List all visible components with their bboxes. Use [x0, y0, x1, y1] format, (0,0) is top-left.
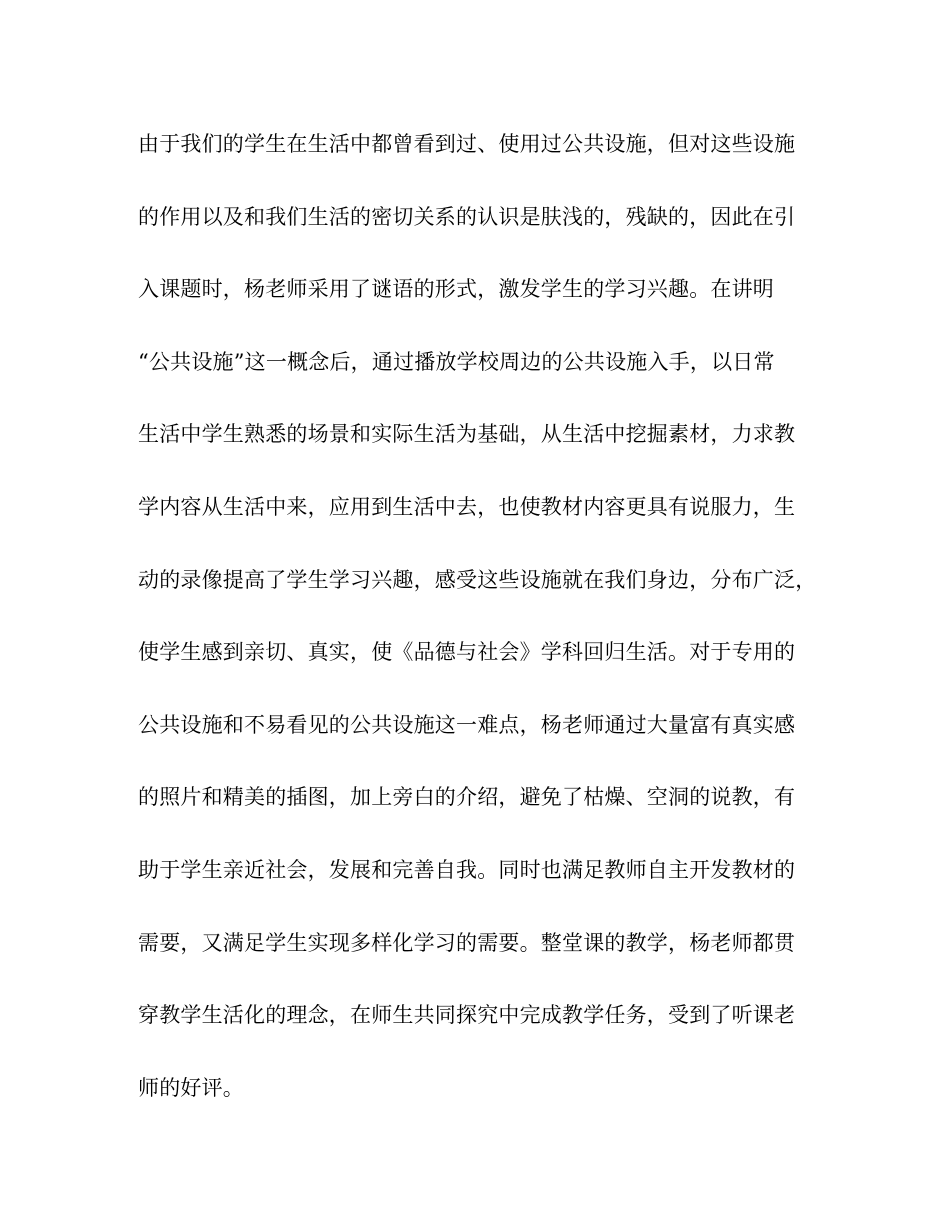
paragraph-line: 需要，又满足学生实现多样化学习的需要。整堂课的教学，杨老师都贯: [138, 930, 796, 955]
paragraph-line: 动的录像提高了学生学习兴趣，感受这些设施就在我们身边，分布广泛，: [138, 567, 817, 592]
paragraph-line: 助于学生亲近社会，发展和完善自我。同时也满足教师自主开发教材的: [138, 857, 796, 882]
paragraph-line: 生活中学生熟悉的场景和实际生活为基础，从生活中挖掘素材，力求教: [138, 422, 796, 447]
paragraph-line: 师的好评。: [138, 1075, 244, 1100]
paragraph-line: “公共设施”这一概念后，通过播放学校周边的公共设施入手，以日常: [138, 349, 775, 374]
paragraph-line: 的照片和精美的插图，加上旁白的介绍，避免了枯燥、空洞的说教，有: [138, 785, 796, 810]
paragraph-line: 公共设施和不易看见的公共设施这一难点，杨老师通过大量富有真实感: [138, 712, 796, 737]
paragraph-line: 入课题时，杨老师采用了谜语的形式，激发学生的学习兴趣。在讲明: [138, 277, 774, 302]
paragraph-line: 使学生感到亲切、真实，使《品德与社会》学科回归生活。对于专用的: [138, 640, 796, 665]
paragraph-line: 由于我们的学生在生活中都曾看到过、使用过公共设施，但对这些设施: [138, 132, 796, 156]
paragraph-line: 的作用以及和我们生活的密切关系的认识是肤浅的，残缺的，因此在引: [138, 204, 796, 229]
paragraph-line: 穿教学生活化的理念，在师生共同探究中完成教学任务，受到了听课老: [138, 1003, 796, 1028]
body-paragraph: [138, 126, 838, 1142]
paragraph-line: 学内容从生活中来，应用到生活中去，也使教材内容更具有说服力，生: [138, 494, 796, 519]
